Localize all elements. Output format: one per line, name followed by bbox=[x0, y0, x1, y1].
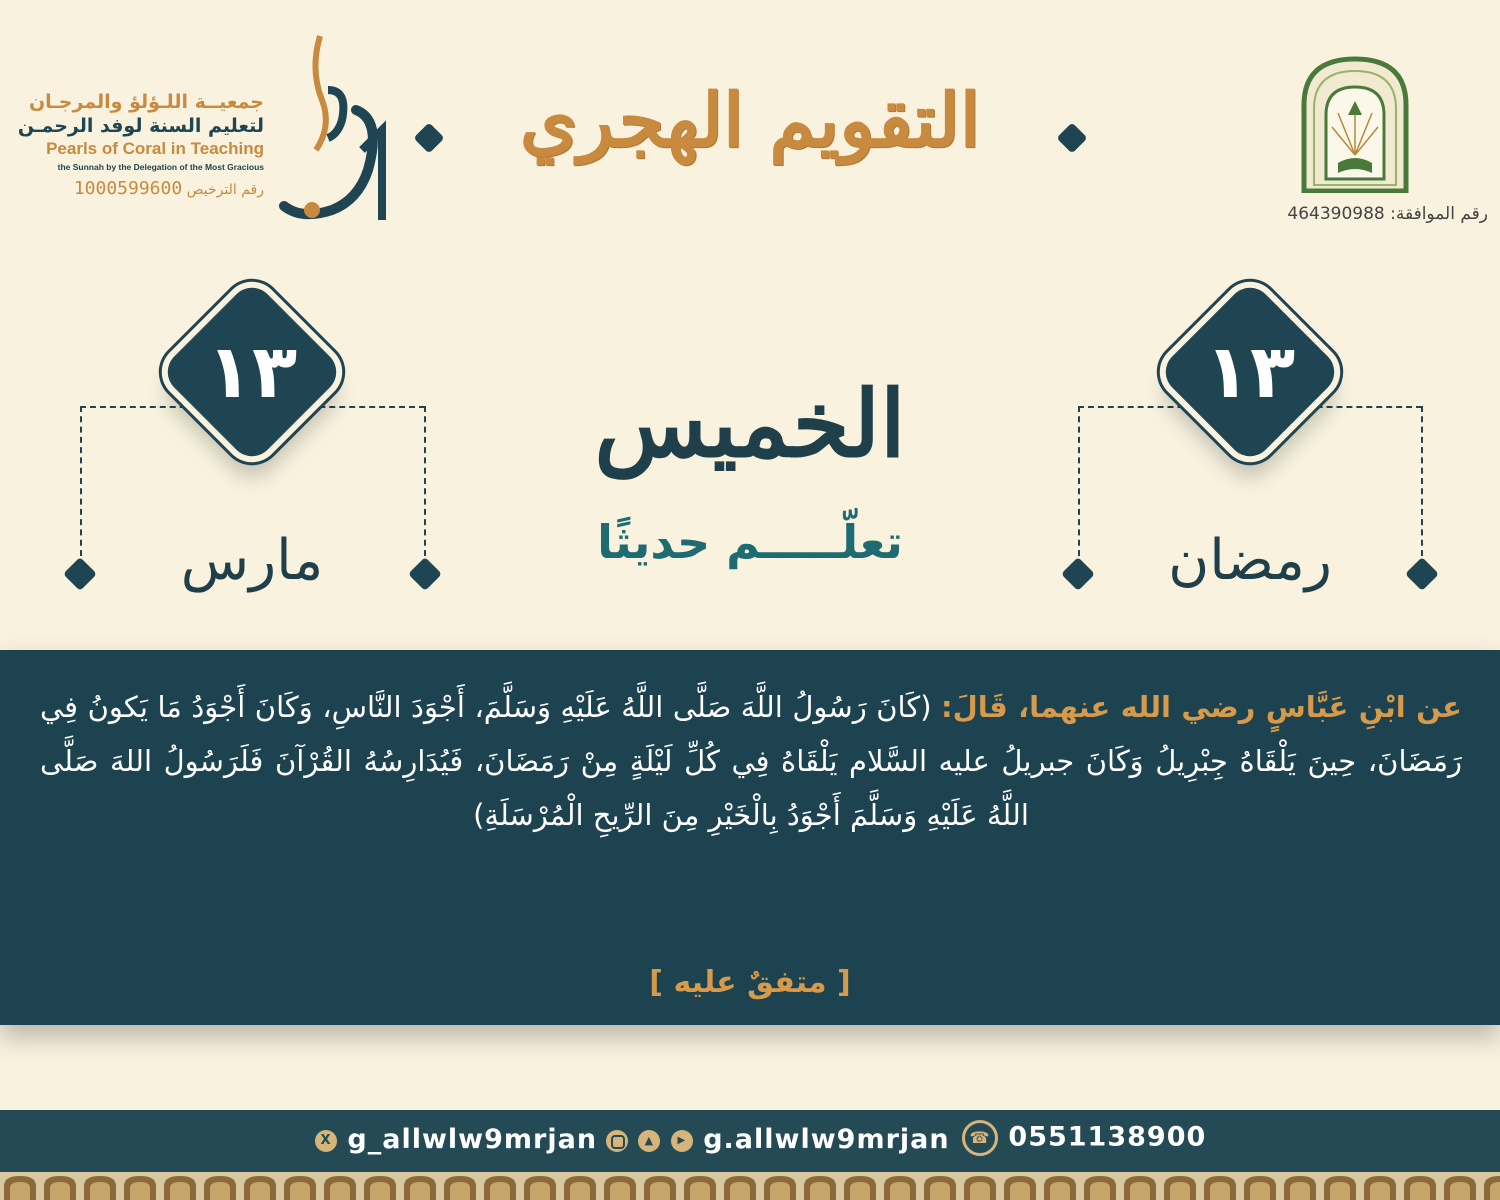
hijri-month: رمضان bbox=[1168, 528, 1332, 593]
org-name-ar-2: لتعليم السنة لوفد الرحمـن bbox=[17, 115, 264, 137]
title-ornament-right bbox=[1056, 122, 1087, 153]
gregorian-bracket-right bbox=[424, 406, 426, 556]
footer-whatsapp[interactable] bbox=[962, 1120, 1206, 1156]
hadith-source: [ متفقٌ عليه ] bbox=[649, 965, 851, 1000]
gregorian-day-badge bbox=[142, 262, 362, 482]
hijri-diamond-right bbox=[1405, 557, 1439, 591]
footer-social[interactable] bbox=[606, 1124, 950, 1155]
hadith-text bbox=[40, 680, 1462, 842]
gregorian-day: ١٣ bbox=[206, 329, 298, 415]
org-name-en-2: the Sunnah by the Delegation of the Most Gracious bbox=[57, 162, 264, 172]
phone-number: 0551138900 bbox=[1008, 1121, 1207, 1153]
snapchat-icon bbox=[638, 1130, 660, 1152]
license-number: 1000599600 bbox=[73, 178, 183, 199]
hijri-bracket-right bbox=[1421, 406, 1423, 556]
approval-label: رقم الموافقة: bbox=[1390, 204, 1488, 224]
footer-x[interactable] bbox=[315, 1124, 597, 1155]
instagram-icon bbox=[606, 1130, 628, 1152]
x-handle: g_allwlw9mrjan bbox=[347, 1124, 598, 1155]
day-name: الخميس bbox=[594, 370, 906, 478]
pearls-logo bbox=[272, 30, 392, 230]
gregorian-diamond-right bbox=[408, 557, 442, 591]
learn-hadith-subtitle: تعلّـــــم حديثًا bbox=[597, 515, 903, 569]
hadith-body: (كَانَ رَسُولُ اللَّهَ صَلَّى اللَّهُ عَلَيْهِ وَسَلَّمَ، أَجْوَدَ النَّاسِ، وَكَانَ أَجْوَدُ مَا يَكونُ فِي رَمَضَانَ، حِينَ يَلْقَاهُ جِبْرِيلُ وَكَانَ جبريلُ عليه السَّلام يَلْقَاهُ فِي كُلِّ لَيْلَةٍ مِنْ رَمَضَانَ، فَيُدَارِسُهُ القُرْآنَ فَلَرَسُولُ اللهَ صَلَّى اللَّهُ عَلَيْهِ وَسَلَّمَ أَجْوَدُ بِالْخَيْرِ مِنَ الرِّيحِ الْمُرْسَلَةِ) bbox=[40, 690, 1462, 832]
approval-value: 464390988 bbox=[1287, 204, 1385, 224]
hijri-day-badge bbox=[1140, 262, 1360, 482]
license bbox=[6, 178, 264, 199]
approval-number bbox=[1287, 204, 1488, 224]
gregorian-diamond-left bbox=[63, 557, 97, 591]
license-label: رقم الترخيص bbox=[186, 182, 264, 198]
page-title: التقويم الهجري bbox=[519, 78, 981, 164]
title-ornament-left bbox=[413, 122, 444, 153]
org-name-ar-1: جمعيــة اللـؤلؤ والمرجـان bbox=[28, 91, 264, 113]
decorative-border-pattern bbox=[0, 1172, 1500, 1200]
whatsapp-icon bbox=[962, 1120, 998, 1156]
hijri-diamond-left bbox=[1061, 557, 1095, 591]
hadith-narrator: عن ابْنِ عَبَّاسٍ رضي الله عنهما، قَالَ: bbox=[941, 690, 1462, 724]
ministry-logo bbox=[1300, 55, 1410, 193]
x-icon bbox=[315, 1130, 337, 1152]
hijri-day: ١٣ bbox=[1204, 329, 1296, 415]
social-handle: g.allwlw9mrjan bbox=[703, 1124, 950, 1155]
gregorian-bracket-left bbox=[80, 406, 82, 556]
youtube-icon bbox=[671, 1130, 693, 1152]
org-name-en-1: Pearls of Coral in Teaching bbox=[46, 139, 264, 158]
organization-info bbox=[6, 90, 264, 199]
hijri-bracket-left bbox=[1078, 406, 1080, 556]
gregorian-month: مارس bbox=[180, 528, 324, 593]
